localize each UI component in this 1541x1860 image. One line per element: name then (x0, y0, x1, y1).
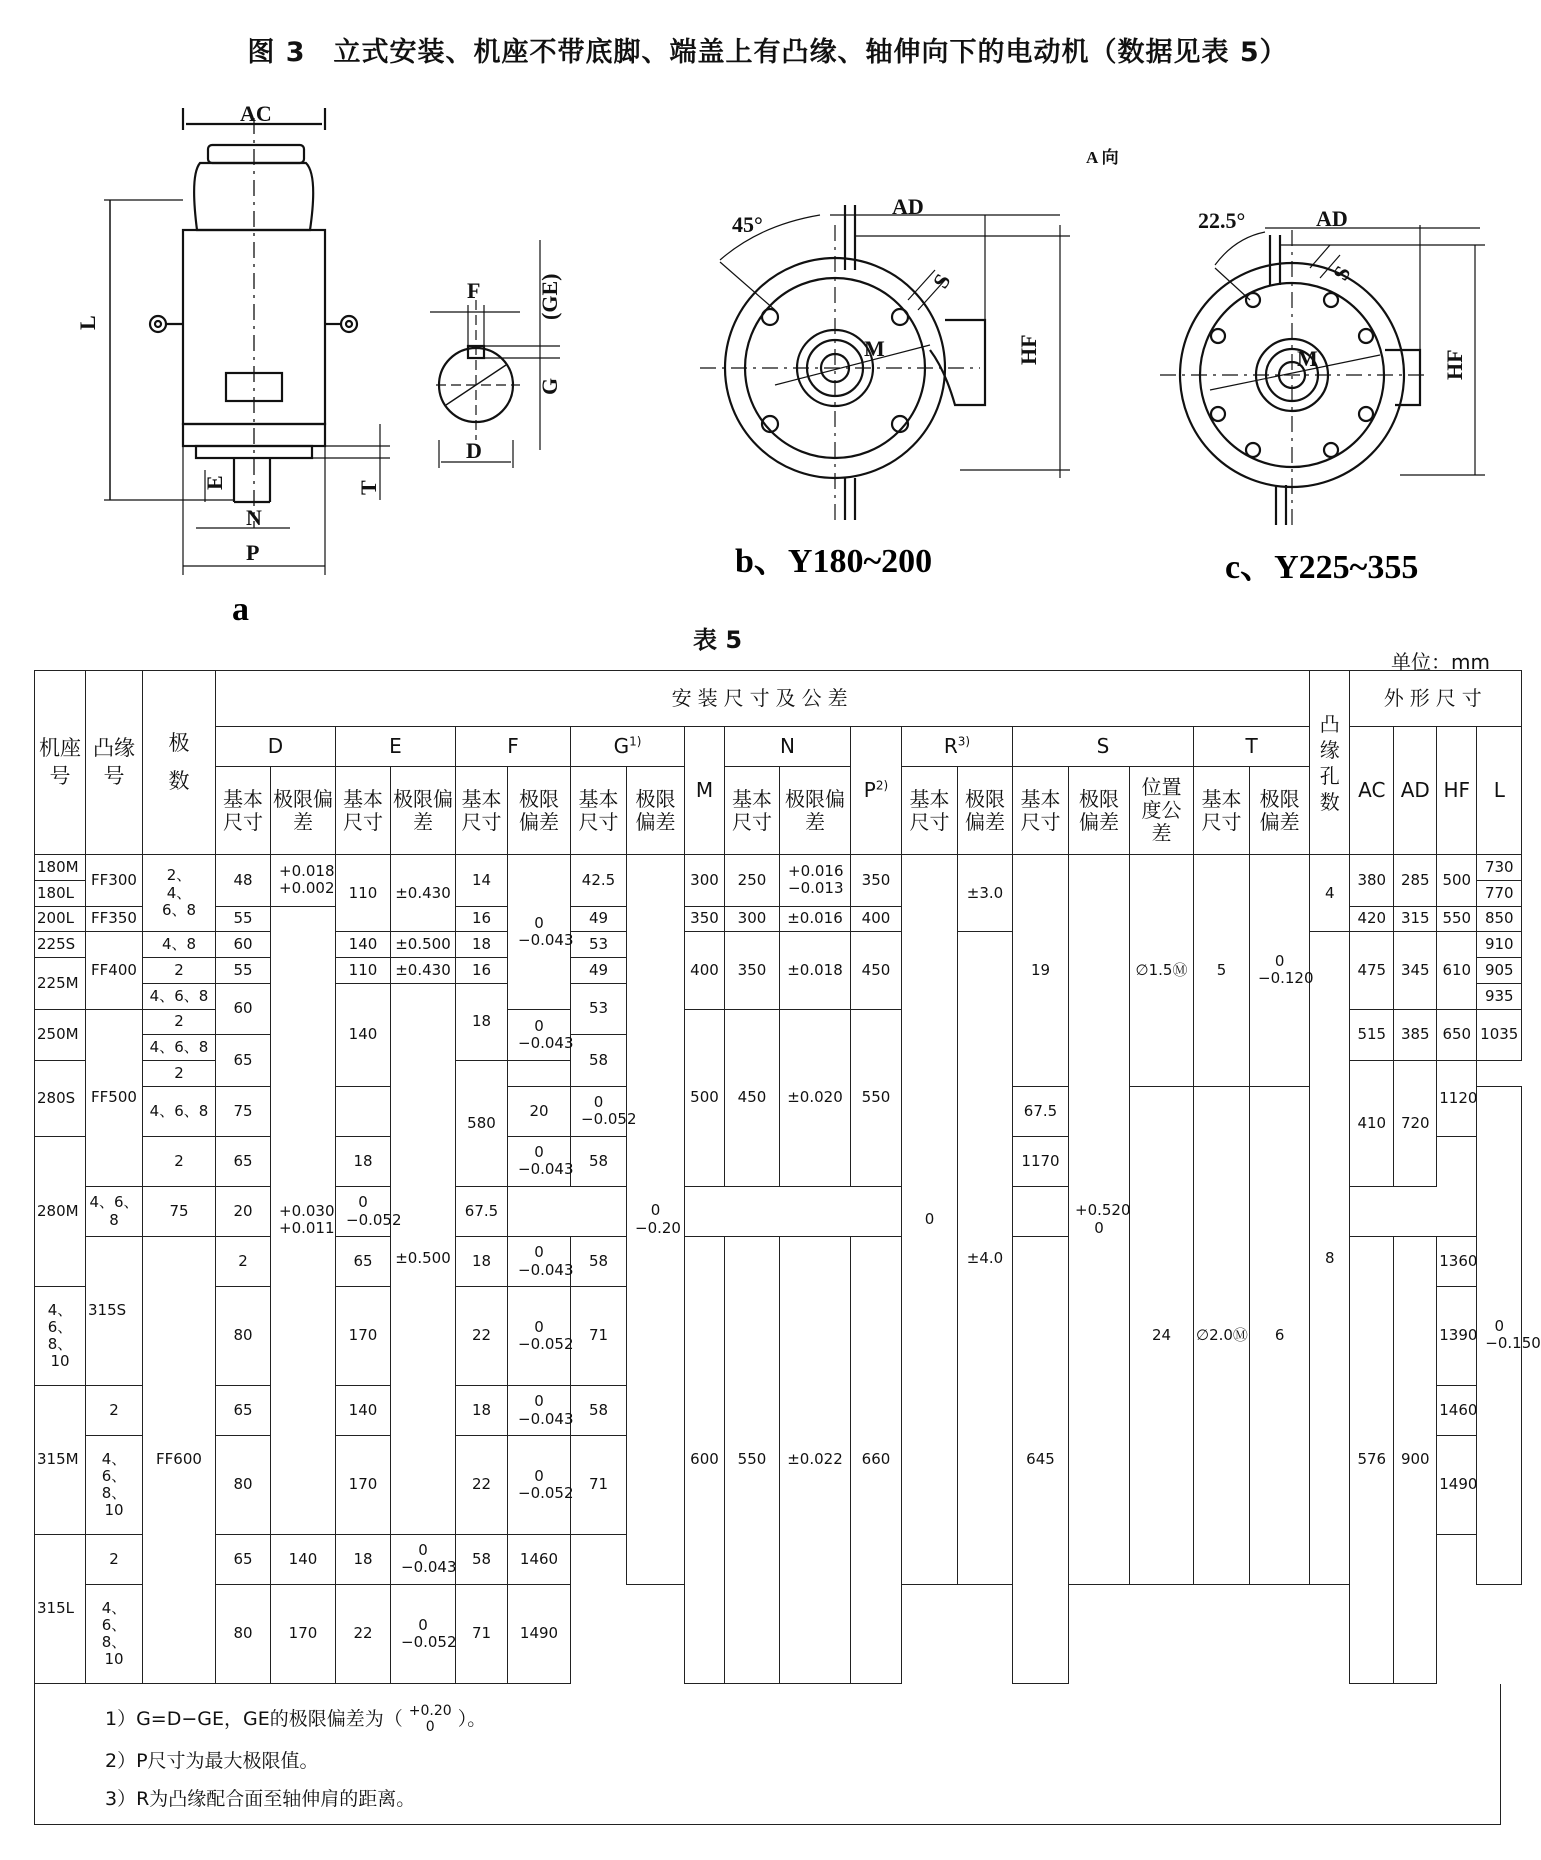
flange-view-c-drawing (1160, 225, 1485, 530)
hdr-g-sup: 1) (629, 734, 642, 749)
cell: 0 −0.043 (508, 1237, 571, 1287)
cell: 140 (336, 983, 391, 1086)
cell: FF400 (86, 932, 143, 1009)
cell: ±3.0 (958, 855, 1013, 932)
note-2: 2）P尺寸为最大极限值。 (105, 1750, 319, 1772)
cell: 2 (143, 1061, 216, 1087)
cell: 75 (143, 1186, 216, 1236)
cell: 850 (1477, 906, 1522, 932)
hdr-s-base: 基本尺寸 (1013, 767, 1069, 855)
hdr-p-text: P (863, 778, 876, 802)
cell: 1390 (1437, 1287, 1477, 1386)
cell: 2 (143, 1136, 216, 1186)
cell: +0.030 +0.011 (271, 906, 336, 1534)
cell: 285 (1394, 855, 1437, 907)
hdr-n: N (725, 727, 851, 767)
label-l: L (75, 315, 100, 330)
cell: 4、6、8、10 (35, 1287, 86, 1386)
cell: 110 (336, 855, 391, 932)
cell: 140 (336, 932, 391, 958)
cell: 80 (216, 1585, 271, 1684)
cell: 65 (336, 1237, 391, 1287)
cell: 0 −0.043 (508, 1386, 571, 1436)
hdr-g (571, 727, 685, 767)
label-s-c: S (1327, 261, 1356, 285)
cell: +0.018 +0.002 (271, 855, 336, 907)
cell: 385 (1394, 1009, 1437, 1061)
caption-b: b、Y180~200 (735, 543, 933, 580)
cell: 280M (35, 1136, 86, 1286)
cell: 18 (336, 1534, 391, 1584)
cell: 280S (35, 1061, 86, 1137)
cell: 350 (685, 906, 725, 932)
cell: 1360 (1437, 1237, 1477, 1287)
cell: 65 (216, 1534, 271, 1584)
label-d: D (466, 438, 482, 463)
cell: 0 −0.052 (571, 1086, 627, 1136)
cell: 58 (571, 1237, 627, 1287)
cell: 18 (456, 983, 508, 1060)
cell: ±0.016 (780, 906, 851, 932)
cell: 935 (1477, 983, 1522, 1009)
label-m-b: M (864, 336, 885, 361)
cell: 910 (1477, 932, 1522, 958)
cell: ±0.022 (780, 1237, 851, 1684)
label-ad-c: AD (1316, 206, 1348, 231)
caption-a: a (232, 591, 249, 628)
cell: ∅1.5Ⓜ (1130, 855, 1194, 1087)
cell: 140 (336, 1386, 391, 1436)
cell: 0 −0.052 (391, 1585, 456, 1684)
hdr-t-tol: 极限偏差 (1250, 767, 1310, 855)
cell: 16 (456, 906, 508, 932)
hdr-t: T (1194, 727, 1310, 767)
cell: 55 (216, 958, 271, 984)
cell: 65 (216, 1136, 271, 1186)
label-t: T (356, 480, 381, 495)
cell: 660 (851, 1237, 902, 1684)
cell: 400 (685, 932, 725, 1009)
hdr-holes: 凸缘孔数 (1310, 671, 1350, 855)
cell: 1035 (1477, 1009, 1522, 1061)
label-22-5deg: 22.5° (1198, 208, 1246, 233)
cell: 180M (35, 855, 86, 881)
hdr-r-base: 基本尺寸 (902, 767, 958, 855)
label-n: N (246, 505, 262, 530)
hdr-p-sup: 2) (875, 778, 889, 793)
cell: 2 (143, 958, 216, 984)
cell: 1170 (1013, 1136, 1069, 1186)
cell: ±0.500 (391, 932, 456, 958)
cell: 0 −0.052 (508, 1436, 571, 1535)
label-s-b: S (927, 269, 956, 293)
cell: 18 (336, 1136, 391, 1186)
cell: 71 (571, 1436, 627, 1535)
cell: 720 (1394, 1061, 1437, 1187)
label-45deg: 45° (732, 212, 763, 237)
cell: 6 (1250, 1086, 1310, 1584)
hdr-install: 安装尺寸及公差 (216, 671, 1310, 727)
cell: 65 (216, 1386, 271, 1436)
cell: 1490 (1437, 1436, 1477, 1535)
note-1-lower: 0 (425, 1718, 435, 1735)
cell: 75 (216, 1086, 271, 1136)
cell: 0 −0.150 (1477, 1086, 1522, 1584)
label-direction-a: A 向 (1086, 148, 1119, 167)
cell: 250M (35, 1009, 86, 1061)
hdr-ac: AC (1350, 727, 1394, 855)
cell: 900 (1394, 1237, 1437, 1684)
cell: 18 (456, 932, 508, 958)
cell: FF350 (86, 906, 143, 932)
hdr-p (851, 727, 902, 855)
cell: 4、6、8、10 (86, 1436, 143, 1535)
hdr-d-tol: 极限偏差 (271, 767, 336, 855)
table-row (35, 855, 1522, 881)
cell: ±0.020 (780, 1009, 851, 1186)
note-1-upper: +0.20 (408, 1703, 452, 1720)
cell: ±0.430 (391, 855, 456, 932)
cell: 250 (725, 855, 780, 907)
cell: 8 (1310, 932, 1350, 1585)
hdr-f: F (456, 727, 571, 767)
cell: 2 (216, 1237, 271, 1287)
cell: 0 −0.043 (508, 1009, 571, 1061)
note-3: 3）R为凸缘配合面至轴伸肩的距离。 (105, 1788, 416, 1810)
cell: 22 (336, 1585, 391, 1684)
cell: FF500 (86, 1009, 143, 1186)
label-f: F (467, 278, 481, 303)
label-ge: (GE) (537, 273, 562, 320)
cell: 500 (1437, 855, 1477, 907)
cell: 0 −0.043 (508, 1136, 571, 1186)
cell: 80 (216, 1287, 271, 1386)
cell: 4、6、8 (143, 1086, 216, 1136)
hdr-l: L (1477, 727, 1522, 855)
cell: 14 (456, 855, 508, 907)
label-p: P (246, 540, 260, 565)
hdr-f-tol: 极限偏差 (508, 767, 571, 855)
cell: 315L (35, 1534, 86, 1683)
hdr-f-base: 基本尺寸 (456, 767, 508, 855)
note-1 (105, 1704, 486, 1735)
hdr-hf: HF (1437, 727, 1477, 855)
cell: 225S (35, 932, 86, 958)
label-g: G (537, 377, 562, 395)
cell: 420 (1350, 906, 1394, 932)
cell: 20 (508, 1086, 571, 1136)
table-title: 表 5 (692, 626, 743, 654)
hdr-g-tol: 极限偏差 (627, 767, 685, 855)
cell: 58 (571, 1136, 627, 1186)
cell: 71 (571, 1287, 627, 1386)
motor-drawings (0, 0, 1535, 628)
spec-table (34, 670, 1541, 1684)
cell: 18 (456, 1237, 508, 1287)
note-1-text: 1）G=D−GE，GE的极限偏差为（ (105, 1708, 403, 1730)
cell: 315 (1394, 906, 1437, 932)
cell: 315S (86, 1237, 143, 1386)
cell: 16 (456, 958, 508, 984)
cell: FF300 (86, 855, 143, 907)
cell: 515 (1350, 1009, 1394, 1061)
cell: 0 −0.043 (508, 855, 571, 1010)
label-ad-b: AD (892, 194, 924, 219)
cell: 170 (336, 1436, 391, 1535)
cell: 110 (336, 958, 391, 984)
cell: 20 (216, 1186, 271, 1236)
cell: 300 (685, 855, 725, 907)
cell: 180L (35, 880, 86, 906)
cell: 60 (216, 983, 271, 1035)
cell: 22 (456, 1436, 508, 1535)
cell: 600 (685, 1237, 725, 1684)
cell: 42.5 (571, 855, 627, 907)
hdr-s: S (1013, 727, 1194, 767)
cell: ±4.0 (958, 932, 1013, 1585)
hdr-g-base: 基本尺寸 (571, 767, 627, 855)
cell: 4、6、8 (86, 1186, 143, 1236)
hdr-frame: 机座号 (35, 671, 86, 855)
cell: 905 (1477, 958, 1522, 984)
cell: 1460 (508, 1534, 571, 1584)
cell: 58 (571, 1386, 627, 1436)
cell: 650 (1437, 1009, 1477, 1061)
hdr-ad: AD (1394, 727, 1437, 855)
note-1-end: ）。 (457, 1708, 487, 1730)
cell: 2、4、6、8 (143, 855, 216, 932)
cell: 18 (456, 1386, 508, 1436)
cell: 4、6、8 (143, 1035, 216, 1061)
cell: 550 (725, 1237, 780, 1684)
hdr-e: E (336, 727, 456, 767)
hdr-r-tol: 极限偏差 (958, 767, 1013, 855)
cell: ±0.430 (391, 958, 456, 984)
hdr-r-text: R (943, 734, 958, 758)
label-hf-b: HF (1016, 334, 1041, 365)
cell: FF600 (143, 1237, 216, 1684)
cell: 1120 (1437, 1061, 1477, 1137)
cell: 53 (571, 932, 627, 958)
cell: 350 (851, 855, 902, 907)
cell: +0.520 0 (1069, 855, 1130, 1585)
caption-c: c、Y225~355 (1225, 549, 1419, 586)
cell: 19 (1013, 855, 1069, 1087)
cell: 22 (456, 1287, 508, 1386)
hdr-outline: 外形尺寸 (1350, 671, 1522, 727)
hdr-e-tol: 极限偏差 (391, 767, 456, 855)
cell: 0 −0.120 (1250, 855, 1310, 1087)
hdr-e-base: 基本尺寸 (336, 767, 391, 855)
label-e: E (202, 475, 227, 490)
cell: +0.016 −0.013 (780, 855, 851, 907)
cell: 410 (1350, 1061, 1394, 1187)
cell: 380 (1350, 855, 1394, 907)
cell: 450 (851, 932, 902, 1009)
cell: 1490 (508, 1585, 571, 1684)
note-1-fraction (409, 1704, 452, 1735)
hdr-poles: 极数 (143, 671, 216, 855)
cell: 24 (1130, 1086, 1194, 1584)
cell: 4、6、8、10 (86, 1585, 143, 1684)
cell: 140 (271, 1534, 336, 1584)
hdr-d-base: 基本尺寸 (216, 767, 271, 855)
cell: 475 (1350, 932, 1394, 1009)
cell: 2 (86, 1534, 143, 1584)
cell: 0 −0.20 (627, 855, 685, 1585)
cell: 300 (725, 906, 780, 932)
hdr-n-base: 基本尺寸 (725, 767, 780, 855)
label-hf-c: HF (1442, 349, 1467, 380)
flange-view-b-drawing (700, 205, 1070, 520)
cell: 730 (1477, 855, 1522, 881)
cell: 60 (216, 932, 271, 958)
cell: 0 −0.043 (391, 1534, 456, 1584)
label-m-c: M (1297, 346, 1318, 371)
cell: ±0.018 (780, 932, 851, 1009)
hdr-d: D (216, 727, 336, 767)
cell: 71 (456, 1585, 508, 1684)
cell: 67.5 (456, 1186, 508, 1236)
cell: ±0.500 (391, 983, 456, 1534)
label-ac: AC (240, 101, 272, 126)
hdr-r-sup: 3) (957, 734, 971, 749)
figure-title: 图 3 立式安装、机座不带底脚、端盖上有凸缘、轴伸向下的电动机（数据见表 5） (247, 37, 1288, 68)
cell: 345 (1394, 932, 1437, 1009)
table-notes (34, 1684, 1501, 1825)
cell: 350 (725, 932, 780, 1009)
cell: 576 (1350, 1237, 1394, 1684)
cell: 53 (571, 983, 627, 1035)
cell: 67.5 (1013, 1086, 1069, 1136)
cell: 2 (86, 1386, 143, 1436)
cell: 4、8 (143, 932, 216, 958)
unit-label: 单位：mm (1391, 650, 1490, 674)
cell: 580 (456, 1061, 508, 1187)
cell: 500 (685, 1009, 725, 1186)
cell: 58 (456, 1534, 508, 1584)
hdr-m: M (685, 727, 725, 855)
cell: 200L (35, 906, 86, 932)
hdr-g-text: G (613, 734, 630, 758)
cell: 170 (336, 1287, 391, 1386)
cell: 450 (725, 1009, 780, 1186)
cell: 550 (1437, 906, 1477, 932)
cell: 2 (143, 1009, 216, 1035)
cell: 0 −0.052 (336, 1186, 391, 1236)
cell: 5 (1194, 855, 1250, 1087)
hdr-s-tol: 极限偏差 (1069, 767, 1130, 855)
hdr-s-pos: 位置度公差 (1130, 767, 1194, 855)
cell: 225M (35, 958, 86, 1010)
cell: 170 (271, 1585, 336, 1684)
hdr-n-tol: 极限偏差 (780, 767, 851, 855)
cell: 1460 (1437, 1386, 1477, 1436)
cell: 55 (216, 906, 271, 932)
hdr-r (902, 727, 1013, 767)
cell: 610 (1437, 932, 1477, 1009)
cell: 645 (1013, 1237, 1069, 1684)
cell: 315M (35, 1386, 86, 1535)
cell: 49 (571, 958, 627, 984)
cell: 80 (216, 1436, 271, 1535)
cell: 58 (571, 1035, 627, 1087)
hdr-flange: 凸缘号 (86, 671, 143, 855)
cell: 49 (571, 906, 627, 932)
cell: 0 −0.052 (508, 1287, 571, 1386)
cell: 400 (851, 906, 902, 932)
cell: 65 (216, 1035, 271, 1087)
cell: ∅2.0Ⓜ (1194, 1086, 1250, 1584)
cell: 550 (851, 1009, 902, 1186)
cell: 770 (1477, 880, 1522, 906)
cell: 4 (1310, 855, 1350, 932)
hdr-t-base: 基本尺寸 (1194, 767, 1250, 855)
cell: 48 (216, 855, 271, 907)
cell: 4、6、8 (143, 983, 216, 1009)
cell: 0 (902, 855, 958, 1585)
